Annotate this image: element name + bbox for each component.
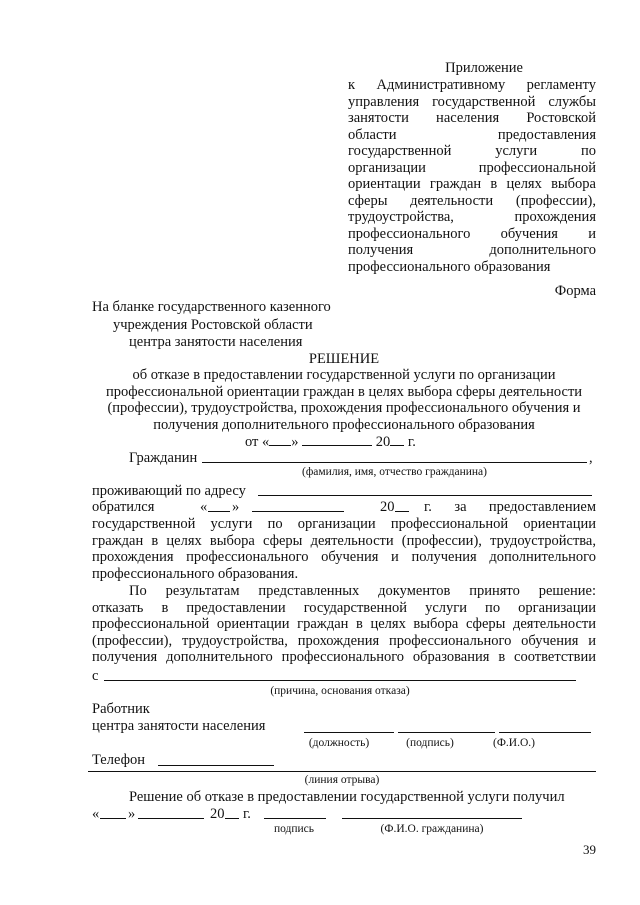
appendix-line: профессионального образования	[348, 258, 551, 275]
letterhead-line-1: На бланке государственного казенного	[92, 299, 331, 315]
decision-heading: РЕШЕНИЕ	[308, 351, 380, 367]
appendix-line: управления государственной службы	[348, 93, 596, 110]
decision-date: от « » 20 г.	[245, 434, 416, 450]
appendix-line: занятости населения Ростовской	[348, 110, 596, 126]
applied-year-field[interactable]	[395, 499, 409, 512]
receipt-day-field[interactable]	[100, 806, 126, 819]
appendix-line: получения дополнительного	[348, 242, 596, 258]
letterhead-line-2: учреждения Ростовской области	[113, 317, 313, 333]
day-field[interactable]	[269, 433, 291, 446]
appendix-line: трудоустройства, прохождения	[348, 209, 596, 225]
appendix-line: сферы деятельности (профессии),	[348, 192, 596, 209]
page-number: 39	[583, 842, 596, 857]
phone-field[interactable]	[158, 765, 274, 766]
appendix-line: ориентации граждан в целях выбора	[348, 176, 596, 192]
appendix-title: Приложение	[445, 60, 523, 76]
subheading-line: профессиональной ориентации граждан в целях выбора сферы деятельности	[105, 383, 583, 400]
appendix-line: области предоставления	[348, 126, 596, 143]
receipt-month-field[interactable]	[138, 806, 204, 819]
position-caption: (должность)	[308, 737, 370, 749]
appendix-line: государственной услуги по	[348, 143, 596, 159]
worker-fio-field[interactable]	[499, 732, 591, 733]
citizen-name-field[interactable]	[202, 462, 587, 463]
worker-label: Работник	[92, 701, 150, 717]
address-label: проживающий по адресу	[92, 483, 246, 499]
year-field[interactable]	[390, 433, 404, 446]
citizen-label: Гражданин	[129, 450, 198, 466]
worker-position-field[interactable]	[304, 732, 394, 733]
worker-office-label: центра занятости населения	[92, 718, 266, 734]
form-label: Форма	[554, 283, 596, 299]
tear-line-caption: (линия отрыва)	[304, 774, 380, 786]
receipt-signature-caption: подпись	[273, 823, 315, 835]
citizen-comma: ,	[589, 450, 593, 466]
document-page: Приложение к Административному регламенту управления государственной службы занятости населения Ростовской области предоставления государственной услуги по организации профессиональной ориентации граждан в целях выбора сферы деятельности (профессии), трудоустройства, прохождения профессионального обучения и получения дополнительного профессионального образования Форма На бланке государственного казенного учреждения Ростовской области центра занятости населения РЕШЕНИЕ об отказе в предоставлении государственной услуги по организации профессиональной ориентации граждан в целях выбора сферы деятельности (профессии), трудоустройства, прохождения профессионального обучения и получения дополнительного профессионального образования от « » 20 г. Гражданин , (фамилия, имя, отчество гражданина) проживающий по адресу обратился « » 20 г. за предоставлением государственной услуги по организации профессиональной ориентации граждан в целях выбора сферы деятельности (профессии), трудоустройства, прохождения профессионального обучения и получения дополнительного профессионального образования. По результатам представленных документов принято решение: отказать в предоставлении государственной услуги по организации профессиональной ориентации граждан в целях выбора сферы деятельности (профессии), трудоустройства, прохождения профессионального обучения и получения дополнительного профессионального образования в соответствии с (причина, основания отказа) Работник центра занятости населения (должность) (подпись) (Ф.И.О.) Телефон (линия отрыва) Решение об отказе в предоставлении государственной услуги получил « » 20 г. подпись (Ф.И.О. гражданина) 39	[0, 0, 640, 905]
paragraph-1: государственной услуги по организации профессиональной ориентации граждан в целях выбора сферы деятельности (профессии), трудоустройства, прохождения профессионального обучения и получения дополнительного профессионального образования.	[92, 516, 596, 582]
appendix-line: организации профессиональной	[348, 159, 596, 176]
worker-signature-field[interactable]	[398, 732, 495, 733]
tear-line	[88, 771, 596, 772]
applied-day-field[interactable]	[208, 499, 230, 512]
reason-caption: (причина, основания отказа)	[270, 685, 410, 697]
applied-month-field[interactable]	[252, 499, 344, 512]
letterhead-line-3: центра занятости населения	[129, 334, 303, 350]
subheading-line: получения дополнительного профессионального образования	[153, 416, 535, 433]
decision-subheading	[88, 367, 600, 433]
citizen-caption: (фамилия, имя, отчество гражданина)	[302, 466, 487, 478]
fio-caption: (Ф.И.О.)	[493, 737, 535, 749]
subheading-line: (профессии), трудоустройства, прохождения профессионального обучения и	[107, 400, 581, 416]
month-field[interactable]	[302, 433, 372, 446]
receipt-date-line: « » 20 г.	[92, 806, 596, 824]
reason-field[interactable]	[104, 680, 576, 681]
appendix-line: к Административному регламенту	[348, 77, 596, 93]
receipt-signature-field[interactable]	[264, 806, 326, 819]
receipt-fio-caption: (Ф.И.О. гражданина)	[380, 823, 484, 835]
appendix-text	[348, 77, 596, 275]
appendix-line: профессионального обучения и	[348, 225, 596, 242]
paragraph-2: По результатам представленных документов принято решение: отказать в предоставлении государственной услуги по организации профессиональной ориентации граждан в целях выбора сферы деятельности (профессии), трудоустройства, прохождения профессионального обучения и получения дополнительного профессионального образования в соответствии	[92, 583, 596, 665]
receipt-year-field[interactable]	[225, 806, 239, 819]
phone-label: Телефон	[92, 752, 145, 768]
receipt-fio-field[interactable]	[342, 806, 522, 819]
signature-caption: (подпись)	[406, 737, 454, 749]
subheading-line: об отказе в предоставлении государственной услуги по организации	[132, 367, 556, 383]
reason-prefix: с	[92, 668, 99, 684]
receipt-text: Решение об отказе в предоставлении государственной услуги получил	[129, 789, 565, 805]
address-field[interactable]	[258, 495, 592, 496]
